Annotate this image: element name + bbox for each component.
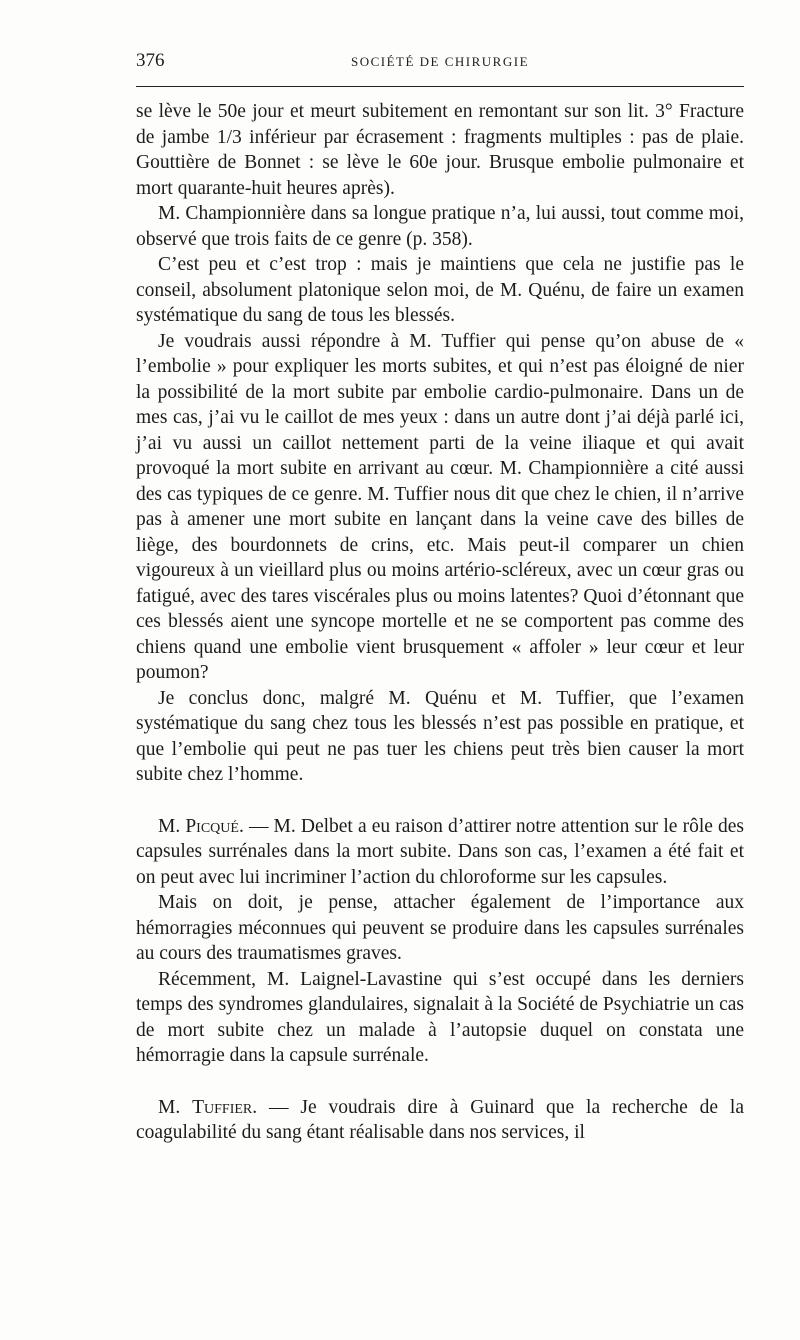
body-text bbox=[136, 99, 744, 1146]
paragraph: Je conclus donc, malgré M. Quénu et M. Tuffier, que l’examen systématique du sang chez tous les blessés n’est pas possible en pratique, et que l’embolie qui peut ne pas tuer les chiens peut très bien causer la mort subite chez l’homme. bbox=[136, 687, 744, 785]
speaker-paragraph-tuffier bbox=[136, 1095, 744, 1146]
page-number: 376 bbox=[136, 50, 165, 71]
paragraph: M. Championnière dans sa longue pratique n’a, lui aussi, tout comme moi, observé que trois faits de ce genre (p. 358). bbox=[136, 203, 744, 250]
paragraph: Je voudrais aussi répondre à M. Tuffier qui pense qu’on abuse de « l’embolie » pour expliquer les morts subites, et qui n’est pas éloigné de nier la possibilité de la mort subite par embolie cardio-pulmonaire. Dans un de mes cas, j’ai vu le caillot de mes yeux : dans un autre dont j’ai déjà parlé ici, j’ai vu aussi un caillot nettement parti de la veine iliaque et qui avait provoqué la mort subite en arrivant au cœur. M. Championnière a cité aussi des cas typiques de ce genre. M. Tuffier nous dit que chez le chien, il n’arrive pas à amener une mort subite en lançant dans la veine cave des billes de liège, des bourdonnets de crins, etc. Mais peut-il comparer un chien vigoureux à un vieillard plus ou moins artério-scléreux, avec un cœur gras ou fatigué, avec des tares viscérales plus ou moins latentes? Quoi d’étonnant que ces blessés aient une syncope mortelle et ne se comportent pas comme des chiens quand une embolie vient brusquement « affoler » leur cœur et leur poumon? bbox=[136, 330, 744, 683]
speaker-text: — M. Delbet a eu raison d’attirer notre attention sur le rôle des capsules surrénales dans la mort subite. Dans son cas, l’examen a été fait et on peut avec lui incriminer l’action du chloroforme sur les capsules. bbox=[136, 815, 744, 888]
speaker-name: Picqué. bbox=[185, 815, 244, 837]
header-rule bbox=[136, 86, 744, 87]
page bbox=[136, 48, 744, 1146]
speaker-prefix: M. bbox=[158, 1096, 193, 1118]
speaker-prefix: M. bbox=[158, 815, 186, 837]
journal-title: SOCIÉTÉ DE CHIRURGIE bbox=[350, 54, 530, 69]
speaker-name: Tuffier. bbox=[192, 1096, 258, 1118]
paragraph-continuation: se lève le 50e jour et meurt subitement en remontant sur son lit. 3° Fracture de jambe 1/3 inférieur par écrasement : fragments multiples : pas de plaie. Gouttière de Bonnet : se lève le 60e jour. Brusque embolie pulmonaire et mort quarante-huit heures après). bbox=[136, 101, 744, 199]
running-head bbox=[136, 48, 744, 76]
paragraph: C’est peu et c’est trop : mais je maintiens que cela ne justifie pas le conseil, absolument platonique selon moi, de M. Quénu, de faire un examen systématique du sang de tous les blessés. bbox=[136, 254, 744, 326]
speaker-paragraph-picque bbox=[136, 814, 744, 891]
speaker-text: — Je voudrais dire à Guinard que la recherche de la coagulabilité du sang étant réalisable dans nos services, il bbox=[136, 1096, 744, 1143]
paragraph: Récemment, M. Laignel-Lavastine qui s’est occupé dans les derniers temps des syndromes glandulaires, signalait à la Société de Psychiatrie un cas de mort subite chez un malade à l’autopsie duquel on constata une hémorragie dans la capsule surrénale. bbox=[136, 968, 744, 1066]
paragraph: Mais on doit, je pense, attacher également de l’importance aux hémorragies méconnues qui peuvent se produire dans les capsules surrénales au cours des traumatismes graves. bbox=[136, 892, 744, 964]
